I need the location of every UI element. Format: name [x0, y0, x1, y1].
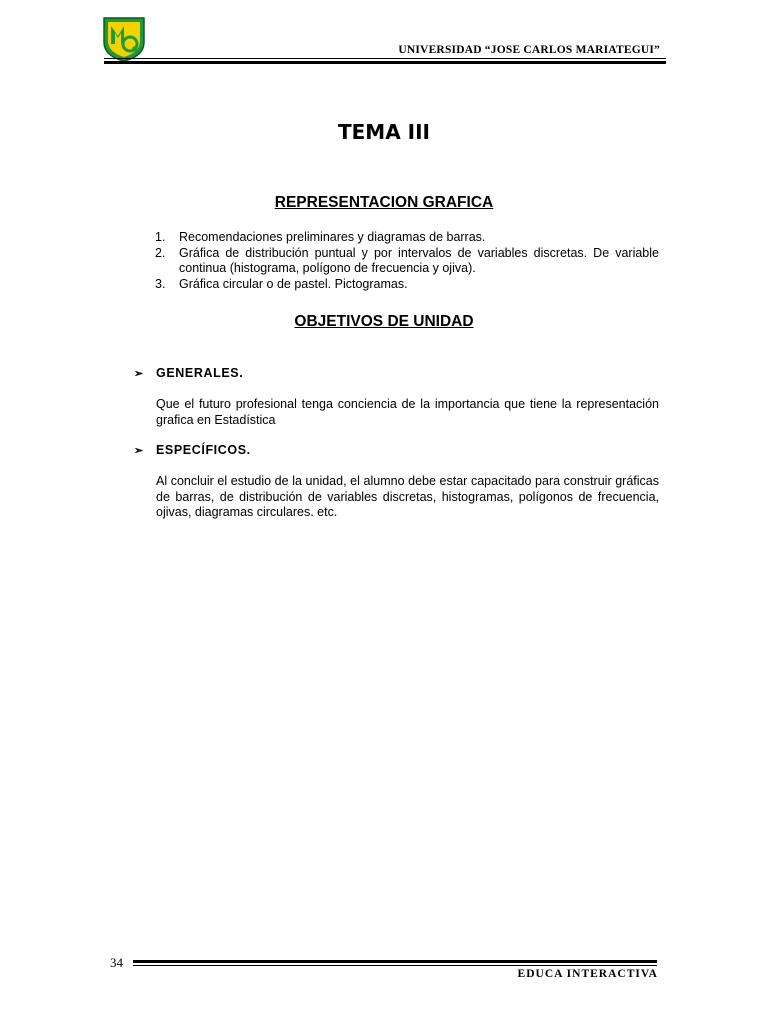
list-item-text: Gráfica circular o de pastel. Pictogramas. [179, 276, 408, 291]
header-rule-thin [104, 58, 666, 59]
arrow-bullet-icon: ➢ [134, 367, 144, 380]
footer-brand: EDUCA INTERACTIVA [517, 968, 658, 980]
arrow-bullet-icon: ➢ [134, 444, 144, 457]
generales-text: Que el futuro profesional tenga conciencia de la importancia que tiene la representación grafica en Estadística [156, 397, 659, 427]
list-item-text: Recomendaciones preliminares y diagramas de barras. [179, 230, 486, 244]
university-logo [102, 16, 146, 62]
header-rule-thick [104, 61, 666, 64]
section-heading-representacion: REPRESENTACION GRAFICA [274, 194, 494, 211]
footer-rule-thick [133, 960, 657, 963]
list-item [155, 230, 659, 246]
generales-label: GENERALES. [156, 366, 244, 380]
university-name: UNIVERSIDAD “JOSE CARLOS MARIATEGUI” [398, 44, 660, 56]
especificos-label: ESPECÍFICOS. [156, 443, 251, 457]
especificos-heading [134, 443, 251, 457]
especificos-text: Al concluir el estudio de la unidad, el alumno debe estar capacitado para construir gráficas de barras, de distribución de variables discretas, histogramas, polígonos de frecuencia, ojivas, diagramas circulares. etc. [156, 474, 659, 519]
list-item-number: 1. [155, 230, 166, 244]
list-item-text: Gráfica de distribución puntual y por intervalos de variables discretas. De variable continua (histograma, polígono de frecuencia y ojiva). [179, 245, 659, 275]
section-heading-objetivos: OBJETIVOS DE UNIDAD [294, 313, 474, 330]
list-item-number: 3. [155, 276, 166, 291]
topics-list [155, 230, 659, 292]
footer-rule-thin [133, 965, 657, 966]
list-item [155, 246, 659, 277]
page-number: 34 [110, 955, 123, 970]
list-item-number: 2. [155, 245, 166, 260]
list-item [155, 277, 659, 293]
page-title: TEMA III [338, 120, 430, 144]
generales-heading [134, 366, 243, 380]
